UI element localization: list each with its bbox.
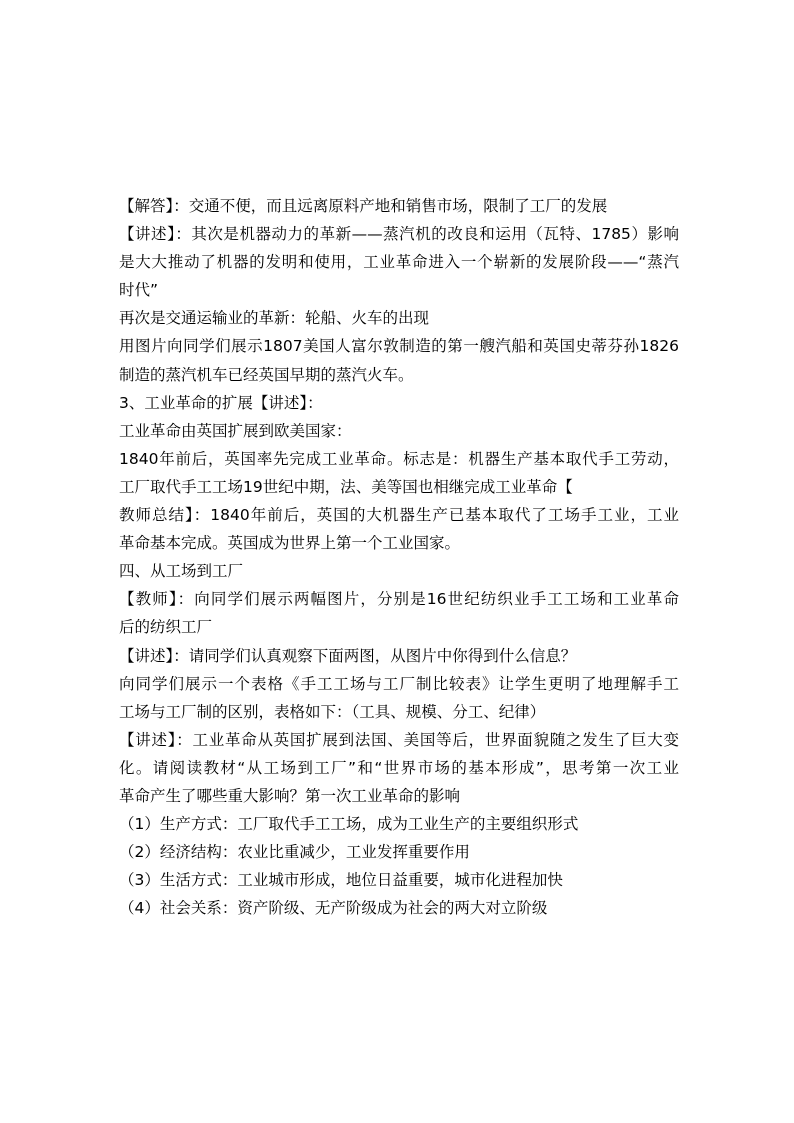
text-line: 用图片向同学们展示1807美国人富尔敦制造的第一艘汽船和英国史蒂芬孙1826 [119,337,679,356]
text-line: 工业革命由英国扩展到欧美国家： [119,421,352,440]
list-item: （4）社会关系：资产阶级、无产阶级成为社会的两大对立阶级 [119,899,548,918]
text-line: 1840年前后，英国率先完成工业革命。标志是：机器生产基本取代手工劳动， [119,449,679,468]
text-line: 时代” [119,281,159,300]
text-line: 【教师】：向同学们展示两幅图片，分别是16世纪纺织业手工工场和工业革命 [119,590,679,609]
text-line: 【讲述】：其次是机器动力的革新——蒸汽机的改良和运用（瓦特、1785）影响 [119,225,679,244]
text-line: 【讲述】：请同学们认真观察下面两图，从图片中你得到什么信息？ [119,646,577,665]
text-line: 【解答】：交通不便，而且远离原料产地和销售市场，限制了工厂的发展 [119,197,608,215]
text-line: 化。请阅读教材“从工场到工厂”和“世界市场的基本形成”，思考第一次工业 [119,758,679,777]
text-line: 是大大推动了机器的发明和使用，工业革命进入一个崭新的发展阶段——“蒸汽 [119,253,679,272]
text-line: 向同学们展示一个表格《手工工场与工厂制比较表》让学生更明了地理解手工 [119,674,679,693]
section-heading: 四、从工场到工厂 [119,562,244,581]
text-line: 革命基本完成。英国成为世界上第一个工业国家。 [119,534,461,553]
text-line: 工场与工厂制的区别，表格如下：（工具、规模、分工、纪律） [119,702,546,721]
text-line: 【讲述】：工业革命从英国扩展到法国、美国等后，世界面貌随之发生了巨大变 [119,730,679,749]
list-item: （1）生产方式：工厂取代手工工场，成为工业生产的主要组织形式 [119,815,579,834]
list-item: （3）生活方式：工业城市形成，地位日益重要，城市化进程加快 [119,871,563,890]
text-line: 制造的蒸汽机车已经英国早期的蒸汽火车。 [119,365,414,384]
text-line: 3、工业革命的扩展【讲述】： [119,393,323,412]
text-line: 革命产生了哪些重大影响？第一次工业革命的影响 [119,786,461,805]
text-line: 后的纺织工厂 [119,618,213,637]
text-line: 再次是交通运输业的革新：轮船、火车的出现 [119,309,430,328]
document-body [119,192,679,922]
text-line: 工厂取代手工工场19世纪中期，法、美等国也相继完成工业革命【 [119,477,573,496]
list-item: （2）经济结构：农业比重减少，工业发挥重要作用 [119,843,470,862]
text-line: 教师总结】：1840年前后，英国的大机器生产已基本取代了工场手工业，工业 [119,506,679,525]
